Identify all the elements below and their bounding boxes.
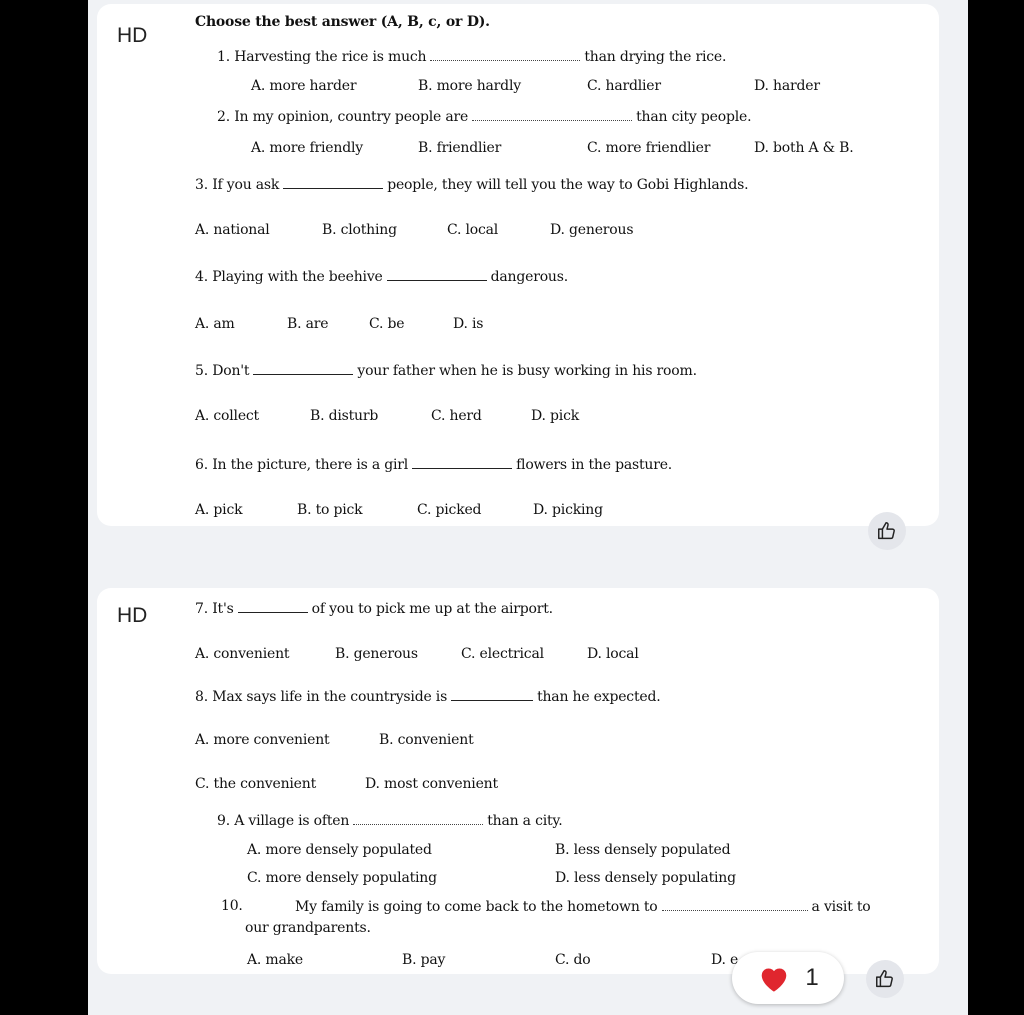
option-c: C. herd	[431, 408, 482, 424]
question-8: 8. Max says life in the countryside is than he expected.	[195, 689, 661, 705]
option-c: C. picked	[417, 502, 482, 518]
question-10-continuation: our grandparents.	[245, 920, 371, 936]
option-d: D. generous	[550, 222, 634, 238]
option-d: D. e	[711, 952, 739, 968]
option-d: D. local	[587, 646, 639, 662]
option-a: A. more friendly	[251, 140, 363, 156]
option-a: A. national	[195, 222, 270, 238]
option-b: B. convenient	[379, 732, 474, 748]
question-5: 5. Don't your father when he is busy working in his room.	[195, 363, 697, 379]
option-b: B. pay	[402, 952, 446, 968]
feed-area	[88, 0, 968, 1015]
option-a: A. make	[247, 952, 304, 968]
option-c: C. be	[369, 316, 405, 332]
option-d: D. most convenient	[365, 776, 498, 792]
option-a: A. more densely populated	[247, 842, 432, 858]
option-c: C. hardlier	[587, 78, 661, 94]
option-b: B. less densely populated	[555, 842, 731, 858]
question-9: 9. A village is often than a city.	[217, 813, 563, 829]
thumbs-up-icon	[876, 520, 898, 542]
option-d: D. picking	[533, 502, 603, 518]
option-d: D. is	[453, 316, 484, 332]
option-c: C. do	[555, 952, 591, 968]
option-c: C. local	[447, 222, 499, 238]
instruction: Choose the best answer (A, B, c, or D).	[195, 14, 490, 30]
option-d: D. harder	[754, 78, 820, 94]
reaction-count: 1	[805, 964, 819, 991]
option-b: B. are	[287, 316, 329, 332]
question-10-number: 10.	[221, 898, 243, 914]
option-b: B. disturb	[310, 408, 379, 424]
comment-card-2	[97, 588, 939, 974]
question-2: 2. In my opinion, country people are than city people.	[217, 109, 752, 125]
option-a: A. am	[195, 316, 235, 332]
reaction-summary[interactable]	[732, 952, 844, 1004]
option-d: D. less densely populating	[555, 870, 736, 886]
question-3: 3. If you ask people, they will tell you the way to Gobi Highlands.	[195, 177, 749, 193]
option-b: B. friendlier	[418, 140, 502, 156]
author-label: HD	[117, 24, 148, 47]
option-b: B. to pick	[297, 502, 363, 518]
question-1: 1. Harvesting the rice is much than drying the rice.	[217, 49, 727, 65]
option-b: B. more hardly	[418, 78, 521, 94]
option-b: B. generous	[335, 646, 418, 662]
heart-icon	[757, 963, 791, 993]
like-button[interactable]	[868, 512, 906, 550]
comment-card-1	[97, 4, 939, 526]
option-d: D. pick	[531, 408, 579, 424]
option-d: D. both A & B.	[754, 140, 854, 156]
option-a: A. convenient	[195, 646, 290, 662]
like-button-2[interactable]	[866, 960, 904, 998]
option-a: A. more harder	[251, 78, 357, 94]
option-c: C. more densely populating	[247, 870, 437, 886]
question-4: 4. Playing with the beehive dangerous.	[195, 269, 568, 285]
thumbs-up-icon	[874, 968, 896, 990]
option-a: A. more convenient	[195, 732, 330, 748]
question-7: 7. It's of you to pick me up at the airport.	[195, 601, 553, 617]
option-c: C. more friendlier	[587, 140, 711, 156]
option-c: C. electrical	[461, 646, 544, 662]
question-6: 6. In the picture, there is a girl flowers in the pasture.	[195, 457, 673, 473]
question-10: My family is going to come back to the hometown to a visit to	[295, 899, 871, 915]
option-a: A. collect	[195, 408, 259, 424]
option-c: C. the convenient	[195, 776, 316, 792]
option-a: A. pick	[195, 502, 243, 518]
option-b: B. clothing	[322, 222, 397, 238]
author-label: HD	[117, 604, 148, 627]
